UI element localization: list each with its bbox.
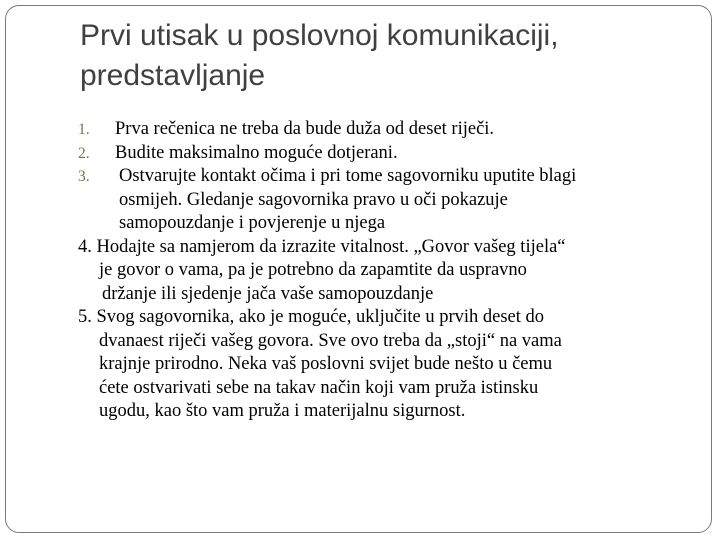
list-item-2 xyxy=(78,142,698,166)
item-text-continued: samopouzdanje i povjerenje u njega xyxy=(119,213,386,233)
item-text-continued: ćete ostvarivati sebe na takav način koji vam pruža istinsku xyxy=(99,377,539,398)
item-number: 1. xyxy=(78,121,90,138)
item-text-continued: ugodu, kao što vam pruža i materijalnu sigurnost. xyxy=(99,401,466,421)
item-number: 5. xyxy=(78,307,92,327)
title-line-1: Prvi utisak u poslovnoj komunikaciji, xyxy=(80,19,559,52)
item-number: 3. xyxy=(78,168,90,185)
item-text-continued: krajnje prirodno. Neka vaš poslovni svijet bude nešto u čemu xyxy=(99,354,553,374)
item-text: Svog sagovornika, ako je moguće, uključite u prvih deset do xyxy=(96,307,545,327)
item-text-continued: držanje ili sjedenje jača vaše samopouzdanje xyxy=(102,283,434,304)
list-item-3 xyxy=(78,165,698,236)
item-text-continued: osmijeh. Gledanje sagovornika pravo u oči pokazuje xyxy=(119,189,508,210)
title-line-2: predstavljanje xyxy=(80,59,266,92)
list-item-4 xyxy=(78,236,698,307)
item-text-continued: dvanaest riječi vašeg govora. Sve ovo treba da „stoji“ na vama xyxy=(99,330,562,351)
slide-body xyxy=(78,118,698,424)
item-text: Ostvarujte kontakt očima i pri tome sagovorniku uputite blagi xyxy=(119,166,577,186)
list-item-1 xyxy=(78,118,698,142)
list-item-5 xyxy=(78,306,698,424)
item-number: 2. xyxy=(78,144,90,162)
item-text: Budite maksimalno moguće dotjerani. xyxy=(115,142,398,163)
item-text: Prva rečenica ne treba da bude duža od deset riječi. xyxy=(115,119,495,139)
item-text-continued: je govor o vama, pa je potrebno da zapamtite da uspravno xyxy=(99,260,527,280)
slide-title xyxy=(80,16,700,96)
item-text: Hodajte sa namjerom da izrazite vitalnost. „Govor vašeg tijela“ xyxy=(96,236,566,257)
item-number: 4. xyxy=(78,236,92,257)
